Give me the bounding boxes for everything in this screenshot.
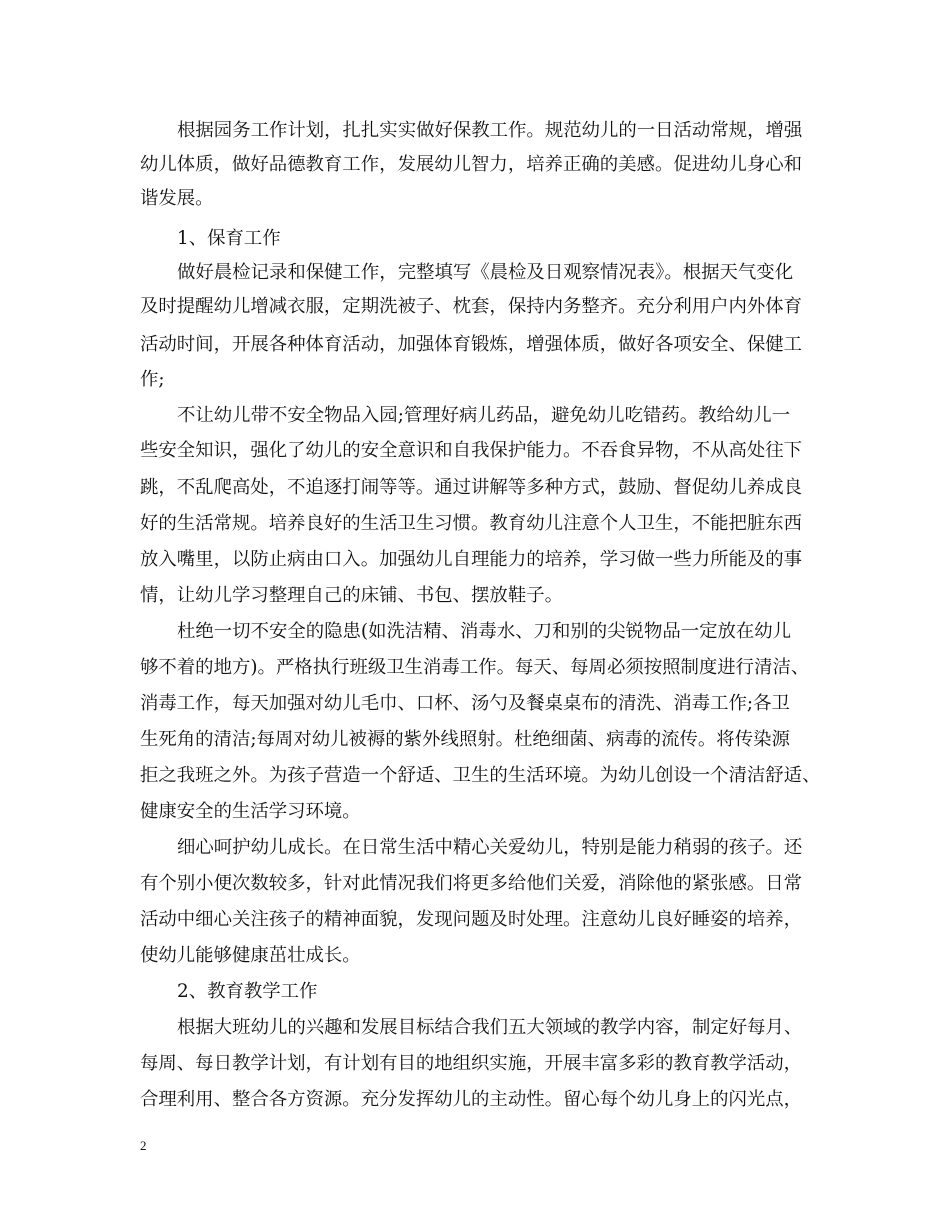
text-line: 健康安全的生活学习环境。 <box>140 801 361 822</box>
text-line: 消毒工作，每天加强对幼儿毛巾、口杯、汤勺及餐桌桌布的清洗、消毒工作;各卫 <box>140 693 790 714</box>
text-line: 做好晨检记录和保健工作，完整填写《晨检及日观察情况表》。根据天气变化 <box>177 262 794 283</box>
text-line: 合理利用、整合各方资源。充分发挥幼儿的主动性。留心每个幼儿身上的闪光点， <box>140 1089 803 1110</box>
text-line: 活动时间，开展各种体育活动，加强体育锻炼，增强体质，做好各项安全、保健工 <box>140 334 803 355</box>
text-line: 作; <box>140 369 165 390</box>
text-line: 使幼儿能够健康茁壮成长。 <box>140 945 361 966</box>
text-line: 幼儿体质，做好品德教育工作，发展幼儿智力，培养正确的美感。促进幼儿身心和 <box>140 154 803 175</box>
text-line: 杜绝一切不安全的隐患(如洗洁精、消毒水、刀和别的尖锐物品一定放在幼儿 <box>177 621 792 642</box>
text-line: 放入嘴里，以防止病由口入。加强幼儿自理能力的培养，学习做一些力所能及的事 <box>140 549 803 570</box>
text-line: 及时提醒幼儿增减衣服，定期洗被子、枕套，保持内务整齐。充分利用户内外体育 <box>140 296 803 317</box>
section-heading: 2、教育教学工作 <box>177 981 318 1002</box>
text-line: 拒之我班之外。为孩子营造一个舒适、卫生的生活环境。为幼儿创设一个清洁舒适、 <box>140 765 821 786</box>
text-line: 每周、每日教学计划，有计划有目的地组织实施，开展丰富多彩的教育教学活动， <box>140 1053 803 1074</box>
section-heading: 1、保育工作 <box>177 228 281 249</box>
text-line: 好的生活常规。培养良好的生活卫生习惯。教育幼儿注意个人卫生，不能把脏东西 <box>140 513 803 534</box>
text-line: 谐发展。 <box>140 188 214 209</box>
text-line: 些安全知识，强化了幼儿的安全意识和自我保护能力。不吞食异物，不从高处往下 <box>140 440 803 461</box>
page-number: 2 <box>140 1138 147 1153</box>
text-line: 够不着的地方)。严格执行班级卫生消毒工作。每天、每周必须按照制度进行清洁、 <box>140 657 810 678</box>
text-line: 细心呵护幼儿成长。在日常生活中精心关爱幼儿，特别是能力稍弱的孩子。还 <box>177 837 803 858</box>
text-line: 根据园务工作计划，扎扎实实做好保教工作。规范幼儿的一日活动常规，增强 <box>177 120 803 141</box>
text-line: 有个别小便次数较多，针对此情况我们将更多给他们关爱，消除他的紧张感。日常 <box>140 873 803 894</box>
text-line: 根据大班幼儿的兴趣和发展目标结合我们五大领域的教学内容，制定好每月、 <box>177 1017 803 1038</box>
text-line: 跳，不乱爬高处，不追逐打闹等等。通过讲解等多种方式，鼓励、督促幼儿养成良 <box>140 477 803 498</box>
text-line: 不让幼儿带不安全物品入园;管理好病儿药品，避免幼儿吃错药。教给幼儿一 <box>177 405 791 426</box>
text-line: 活动中细心关注孩子的精神面貌，发现问题及时处理。注意幼儿良好睡姿的培养， <box>140 909 803 930</box>
text-line: 情，让幼儿学习整理自己的床铺、书包、摆放鞋子。 <box>140 585 563 606</box>
text-line: 生死角的清洁;每周对幼儿被褥的紫外线照射。杜绝细菌、病毒的流传。将传染源 <box>140 729 790 750</box>
